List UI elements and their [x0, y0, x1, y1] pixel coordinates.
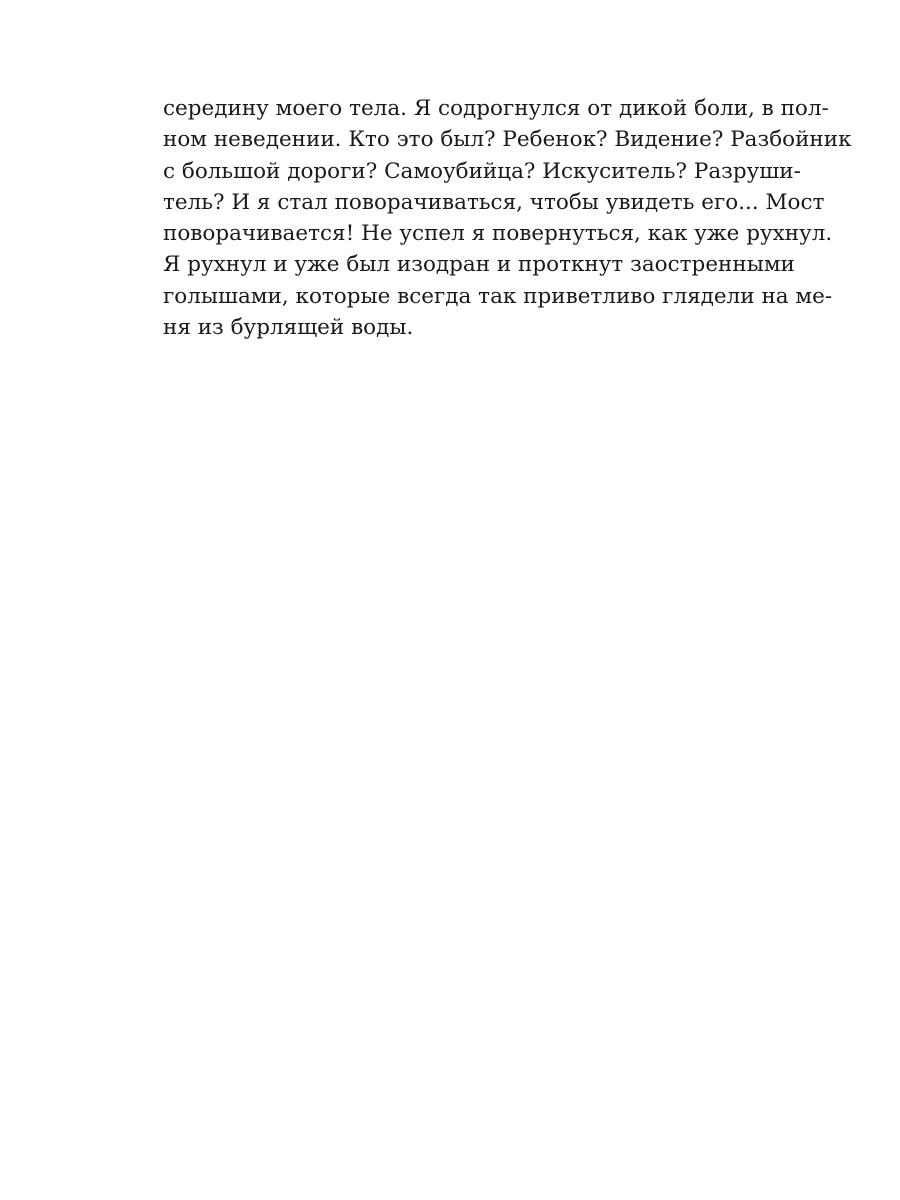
text-line: ня из бурлящей воды. — [163, 315, 414, 341]
text-line: Я рухнул и уже был изодран и проткнут заостренными — [163, 252, 795, 278]
body-paragraph — [163, 93, 852, 343]
text-line: тель? И я стал поворачиваться, чтобы увидеть его... Мост — [163, 189, 825, 215]
text-line: голышами, которые всегда так приветливо глядели на ме- — [163, 283, 833, 309]
text-line: середину моего тела. Я содрогнулся от дикой боли, в пол- — [163, 96, 829, 121]
text-line: поворачивается! Не успел я повернуться, как уже рухнул. — [163, 221, 833, 247]
text-line: с большой дороги? Самоубийца? Искуситель? Разруши- — [163, 158, 801, 184]
text-line: ном неведении. Кто это был? Ребенок? Видение? Разбойник — [163, 127, 852, 153]
